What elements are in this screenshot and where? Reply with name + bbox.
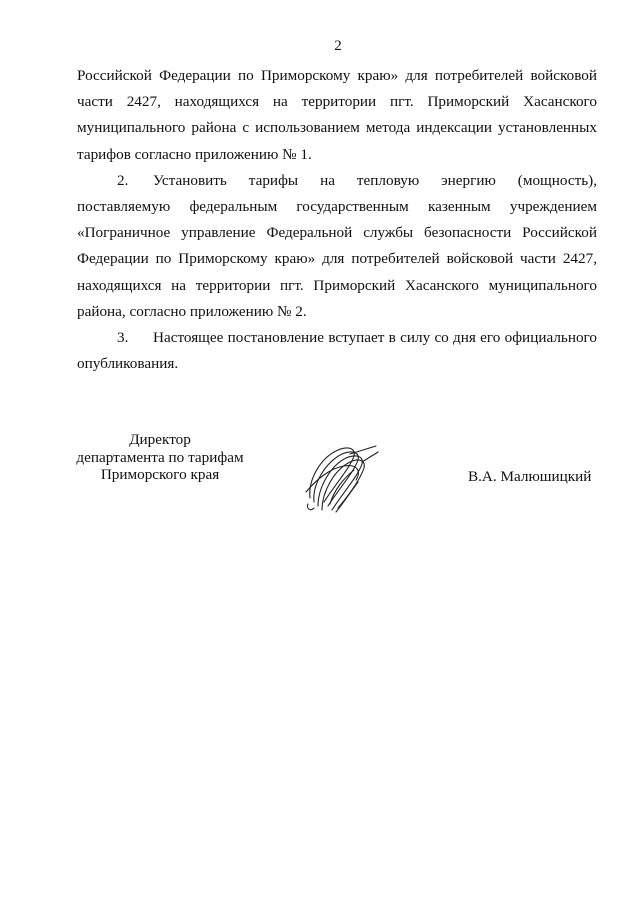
signer-name: В.А. Малюшицкий bbox=[468, 468, 592, 485]
signer-title-line-3: Приморского края bbox=[100, 466, 220, 483]
paragraph-item-2 bbox=[77, 168, 597, 325]
signer-title-line-1: Директор bbox=[129, 431, 191, 448]
item-2-text: Установить тарифы на тепловую энергию (мощность), поставляемую федеральным государственным казенным учреждением «Пограничное управление Федеральной службы безопасности Российской Федерации по Приморскому краю» для потребителей войсковой части 2427, находящихся на территории пгт. Приморский Хасанского муниципального района, согласно приложению № 2. bbox=[77, 171, 597, 320]
handwritten-signature-icon bbox=[300, 440, 382, 514]
signer-title bbox=[60, 431, 260, 484]
item-2-number: 2. bbox=[117, 171, 129, 189]
body-text bbox=[77, 63, 597, 377]
signer-title-line-2: департамента по тарифам bbox=[76, 448, 244, 466]
item-3-number: 3. bbox=[117, 329, 129, 347]
paragraph-item-3 bbox=[77, 325, 597, 377]
paragraph-continuation: Российской Федерации по Приморскому краю» для потребителей войсковой части 2427, находящихся на территории пгт. Приморский Хасанского муниципального района с использованием метода индексации установленных тарифов согласно приложению № 1. bbox=[77, 67, 597, 163]
item-3-text: Настоящее постановление вступает в силу со дня его официального опубликования. bbox=[77, 329, 597, 373]
page-number: 2 bbox=[334, 38, 342, 54]
